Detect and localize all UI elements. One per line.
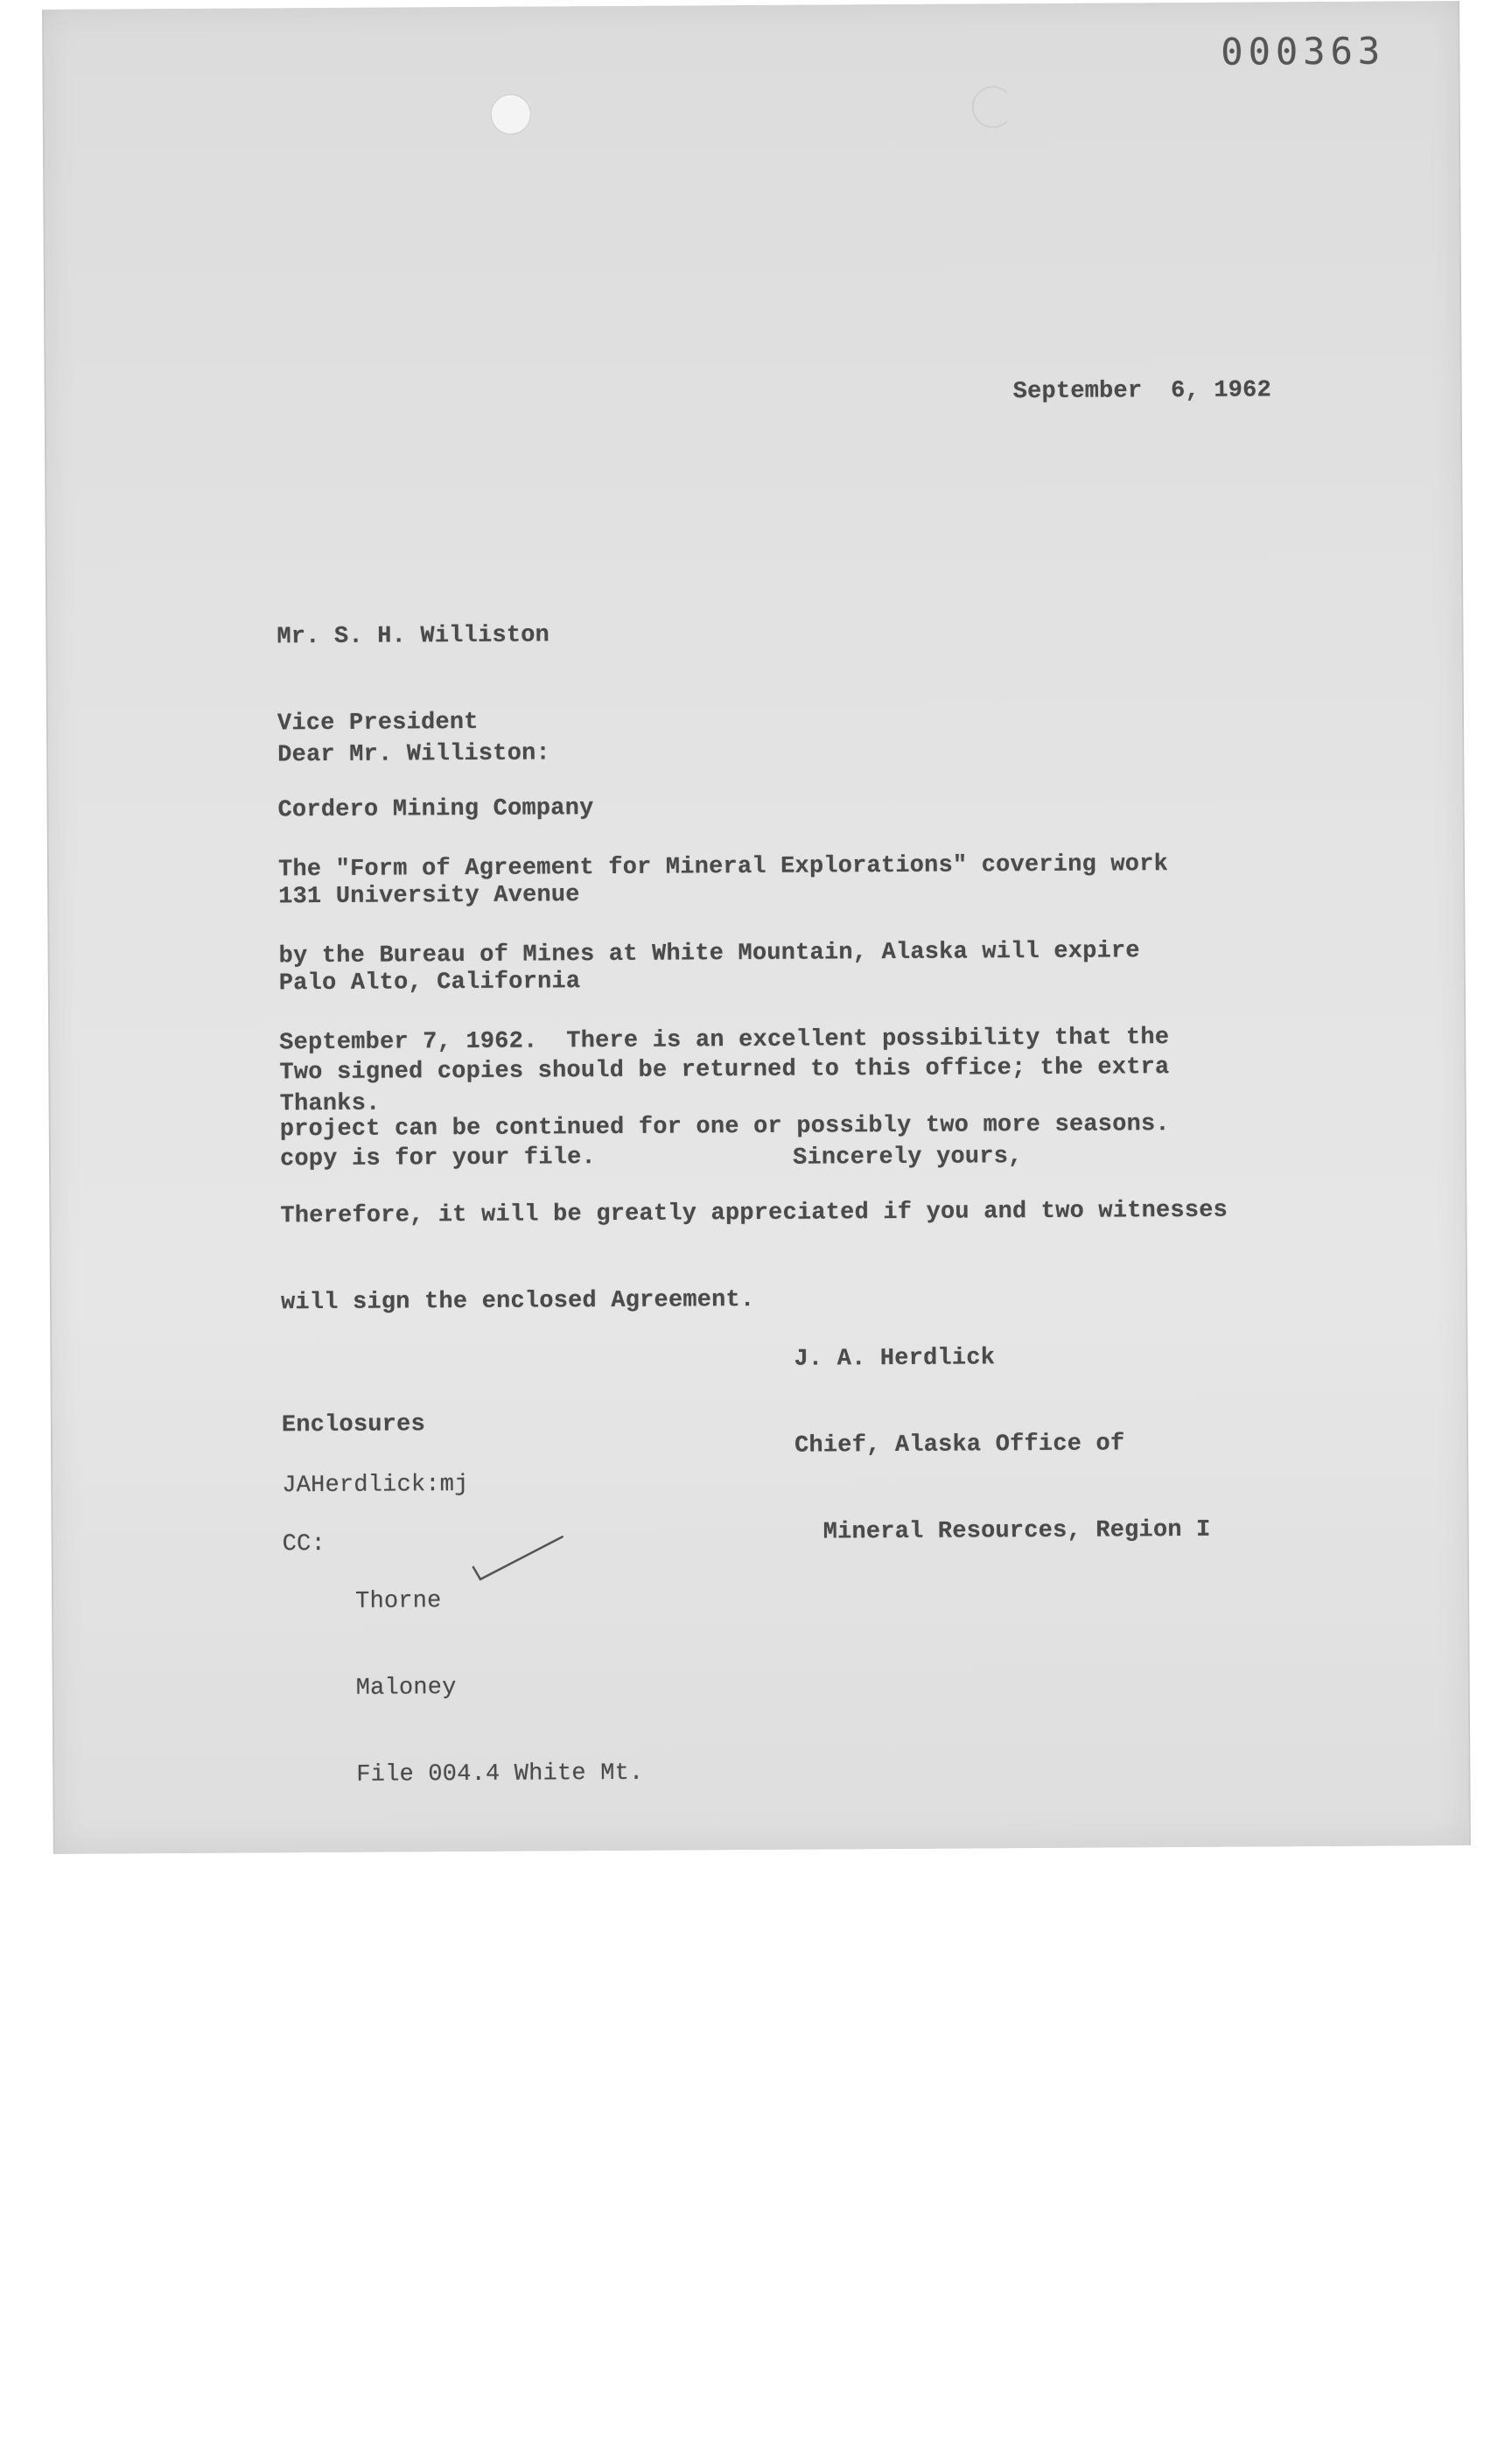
- body-line: will sign the enclosed Agreement.: [280, 1287, 755, 1317]
- enclosures-note: Enclosures: [281, 1411, 426, 1439]
- cc-label: CC:: [282, 1531, 326, 1558]
- signature-block: [794, 1285, 1211, 1606]
- letter-date: September 6, 1962: [1012, 377, 1272, 406]
- punch-hole: [972, 86, 1014, 128]
- body-line: The "Form of Agreement for Mineral Explorations" covering work: [277, 851, 1169, 884]
- address-line: Palo Alto, California: [278, 969, 581, 998]
- typist-initials: JAHerdlick:mj: [282, 1472, 469, 1500]
- cc-recipient: File 004.4 White Mt.: [356, 1760, 644, 1788]
- body-line: by the Bureau of Mines at White Mountain, Alaska will expire: [278, 938, 1140, 970]
- signer-name: J. A. Herdlick: [794, 1345, 996, 1373]
- cc-recipient: Thorne: [355, 1588, 442, 1615]
- document-number-stamp: 000363: [1221, 29, 1386, 74]
- address-line: Cordero Mining Company: [277, 795, 594, 824]
- thanks-line: Thanks.: [279, 1090, 381, 1118]
- address-line: Mr. S. H. Williston: [276, 622, 550, 651]
- signer-title: Mineral Resources, Region I: [822, 1516, 1211, 1546]
- address-line: Vice President: [276, 709, 479, 738]
- body-line: copy is for your file.: [279, 1144, 596, 1173]
- closing: Sincerely yours,: [792, 1144, 1023, 1172]
- body-line: September 7, 1962. There is an excellent possibility that the: [279, 1025, 1170, 1057]
- body-line: project can be continued for one or possibly two more seasons.: [279, 1111, 1170, 1144]
- body-paragraph-2: [279, 996, 1171, 1232]
- body-line: Therefore, it will be greatly appreciated if you and two witnesses: [280, 1197, 1228, 1230]
- signer-title: Chief, Alaska Office of: [794, 1431, 1125, 1460]
- checkmark-icon: [465, 1533, 570, 1586]
- letter-page: [42, 1, 1471, 1854]
- cc-recipient: Maloney: [355, 1675, 457, 1702]
- punch-hole: [491, 94, 531, 135]
- address-line: 131 University Avenue: [278, 882, 580, 911]
- body-line: Two signed copies should be returned to this office; the extra: [279, 1054, 1170, 1087]
- salutation: Dear Mr. Williston:: [277, 740, 550, 769]
